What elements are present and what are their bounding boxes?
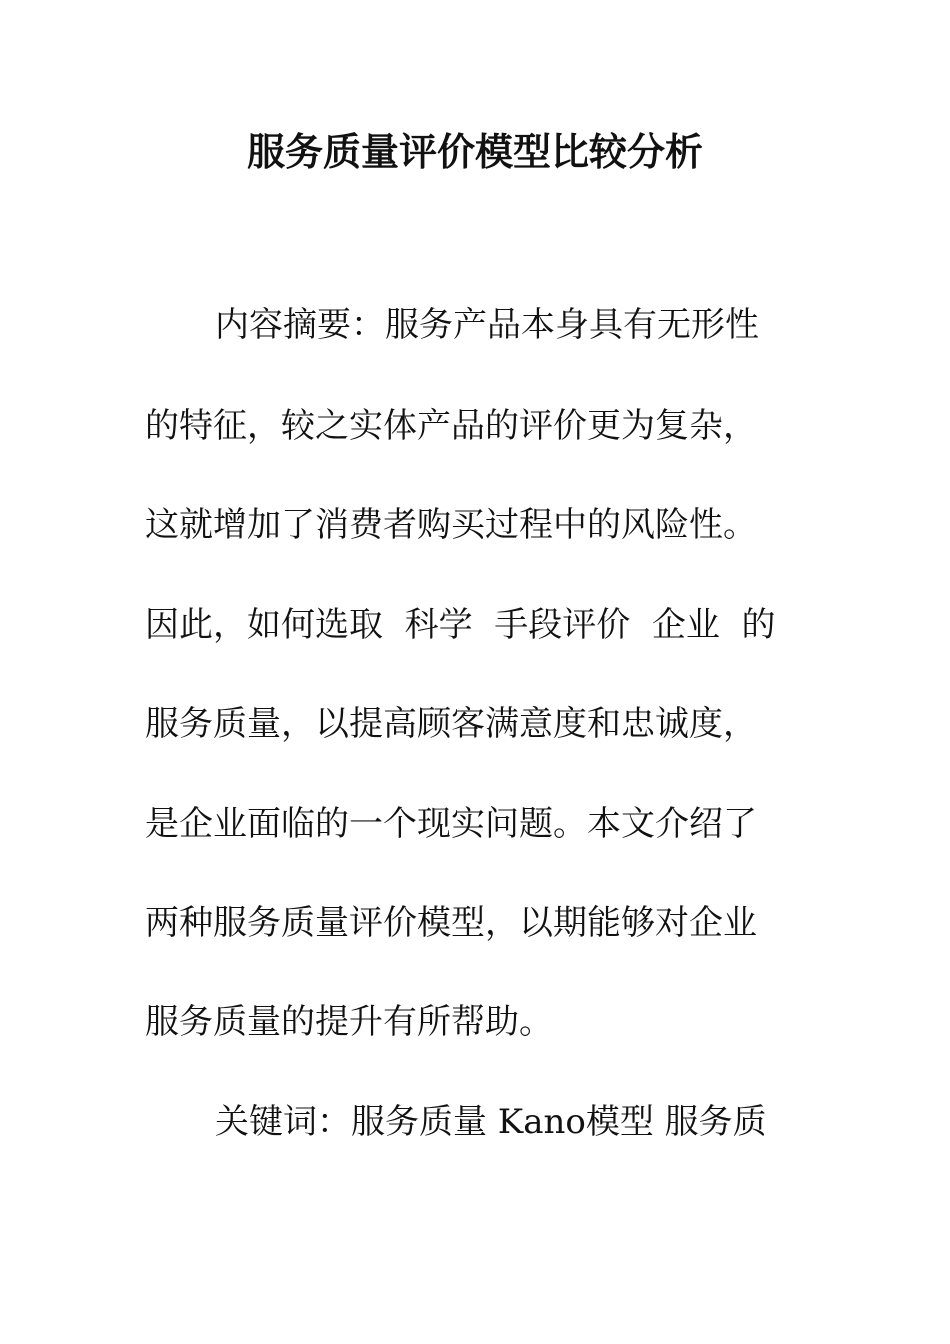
keywords-line: 关键词：服务质量 Kano模型 服务质: [215, 1102, 767, 1142]
abstract-line-1: 内容摘要：服务产品本身具有无形性: [215, 305, 759, 345]
abstract-line-8: 服务质量的提升有所帮助。: [145, 1002, 553, 1042]
abstract-line-3: 这就增加了消费者购买过程中的风险性。: [145, 505, 757, 545]
document-title: 服务质量评价模型比较分析: [246, 130, 703, 174]
abstract-line-2: 的特征，较之实体产品的评价更为复杂，: [145, 406, 757, 446]
abstract-line-7: 两种服务质量评价模型，以期能够对企业: [145, 903, 757, 943]
abstract-line-5: 服务质量，以提高顾客满意度和忠诚度，: [145, 704, 757, 744]
abstract-line-4: 因此，如何选取 科学 手段评价 企业 的: [145, 605, 776, 645]
abstract-line-6: 是企业面临的一个现实问题。本文介绍了: [145, 804, 757, 844]
